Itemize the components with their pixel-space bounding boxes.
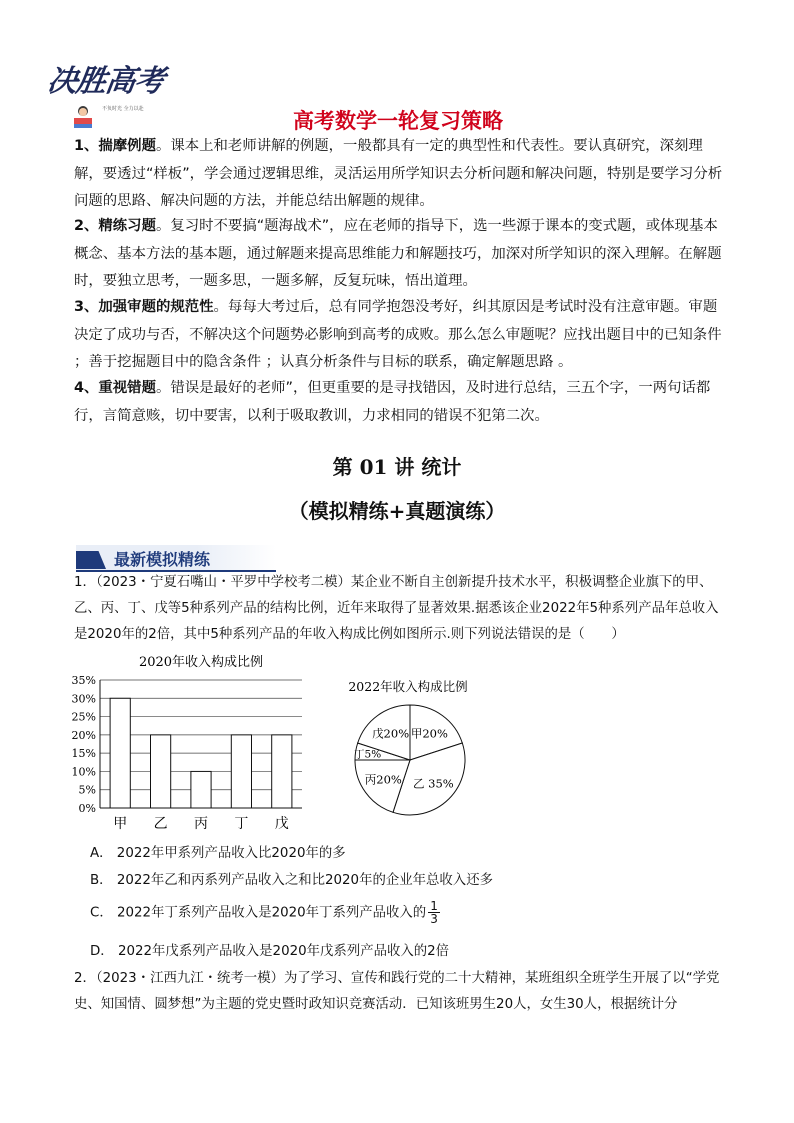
logo-text: 决胜高考 [45, 64, 166, 99]
option-b: B． 2022年乙和丙系列产品收入之和比2020年的企业年总收入还多 [90, 873, 493, 888]
option-a: A． 2022年甲系列产品收入比2020年的多 [90, 846, 346, 861]
strategy-3-head: 3、加强审题的规范性 [74, 299, 214, 315]
strategy-4-head: 4、重视错题 [74, 380, 156, 396]
bar-ytick-label: 20% [71, 728, 96, 742]
bar-chart-title: 2020年收入构成比例 [138, 655, 264, 670]
bar-xtick-label: 甲 [113, 816, 128, 832]
strategy-4 [74, 375, 724, 430]
bar-ytick-label: 10% [71, 765, 96, 779]
strategy-3 [74, 294, 724, 377]
pie-label-乙: 乙 35% [412, 776, 454, 791]
lecture-subtitle: （模拟精练+真题演练） [288, 499, 506, 523]
pie-label-甲: 甲20% [410, 726, 448, 741]
bar-chart-2020 [66, 650, 316, 840]
bar-ytick-label: 0% [78, 802, 96, 815]
strategy-4-body: 。错误是最好的老师”，但更重要的是寻找错因，及时进行总结，三五个字，一两句话都行，言简意赅，切中要害，以利于吸取教训，力求相同的错误不犯第二次。 [74, 380, 711, 424]
pie-label-丙: 丙20% [364, 772, 402, 787]
strategy-1-body: 。课本上和老师讲解的例题，一般都具有一定的典型性和代表性。要认真研究，深刻理解，要透过“样板”，学会通过逻辑思维，灵活运用所学知识去分析问题和解决问题，特别是要学习分析问题的思路、解决问题的方法，并能总结出解题的规律。 [74, 138, 723, 209]
fraction-one-third [428, 900, 440, 925]
bar-chart-xticks [113, 816, 289, 832]
logo-tagline: 不负时光 全力以赴 [102, 106, 144, 112]
bar-xtick-label: 戊 [274, 816, 289, 832]
bar-chart-yticks [72, 674, 96, 815]
bar-甲 [110, 698, 130, 808]
bar-乙 [151, 735, 171, 808]
bar-xtick-label: 丁 [234, 816, 249, 832]
pie-label-戊: 戊20% [372, 726, 410, 741]
pie-label-丁: 丁5% [354, 748, 382, 761]
strategy-1 [74, 133, 724, 216]
fraction-numerator: 1 [430, 899, 438, 913]
banner-text: 最新模拟精练 [114, 550, 211, 569]
strategy-2-body: 。复习时不要搞“题海战术”，应在老师的指导下，选一些源于课本的变式题，或体现基本概念、基本方法的基本题，通过解题来提高思维能力和解题技巧，加深对所学知识的深入理解。在解题时，要独立思考，一题多思，一题多解，反复玩味，悟出道理。 [74, 218, 722, 289]
strategy-2-head: 2、精练习题 [74, 218, 156, 234]
bar-ytick-label: 5% [78, 783, 96, 797]
lecture-title: 第 01 讲 统计 [332, 455, 462, 479]
strategy-1-head: 1、揣摩例题 [74, 138, 156, 154]
bar-ytick-label: 35% [71, 674, 96, 687]
option-c [90, 900, 440, 925]
section-banner [76, 545, 276, 571]
question-2-text: 2．（2023・江西九江・统考一模）为了学习、宣传和践行党的二十大精神，某班组织全班学生开展了以“学党史、知国情、圆梦想”为主题的党史暨时政知识竞赛活动．已知该班男生20人，女生30人，根据统计分 [74, 971, 720, 1012]
bar-丁 [231, 735, 251, 808]
option-d: D． 2022年戊系列产品收入是2020年戊系列产品收入的2倍 [90, 944, 450, 959]
option-c-text: C． 2022年丁系列产品收入是2020年丁系列产品收入的 [90, 905, 427, 921]
fraction-denominator: 3 [430, 912, 438, 926]
bar-xtick-label: 丙 [194, 816, 208, 832]
pie-chart-2022 [330, 675, 500, 825]
bar-xtick-label: 乙 [153, 816, 168, 832]
bar-ytick-label: 25% [71, 710, 96, 724]
bar-戊 [272, 735, 292, 808]
bar-丙 [191, 771, 211, 808]
strategy-3-body: 。每每大考过后，总有同学抱怨没考好，纠其原因是考试时没有注意审题。审题决定了成功与否，不解决这个问题势必影响到高考的成败。那么怎么审题呢？应找出题目中的已知条件 ；善于挖掘题目中的隐含条件 ；认真分析条件与目标的联系，确定解题思路 。 [74, 299, 722, 370]
bar-ytick-label: 30% [71, 692, 96, 706]
question-1-text: 1．（2023・宁夏石嘴山・平罗中学校考二模）某企业不断自主创新提升技术水平，积极调整企业旗下的甲、乙、丙、丁、戊等5种系列产品的结构比例，近年来取得了显著效果.据悉该企业2022年5种系列产品年总收入是2020年的2倍，其中5种系列产品的年收入构成比例如图所示.则下列说法错误的是（ ） [74, 575, 719, 642]
pie-chart-title: 2022年收入构成比例 [348, 679, 468, 694]
strategy-2 [74, 213, 724, 296]
main-title: 高考数学一轮复习策略 [293, 109, 503, 133]
bar-ytick-label: 15% [71, 747, 96, 761]
